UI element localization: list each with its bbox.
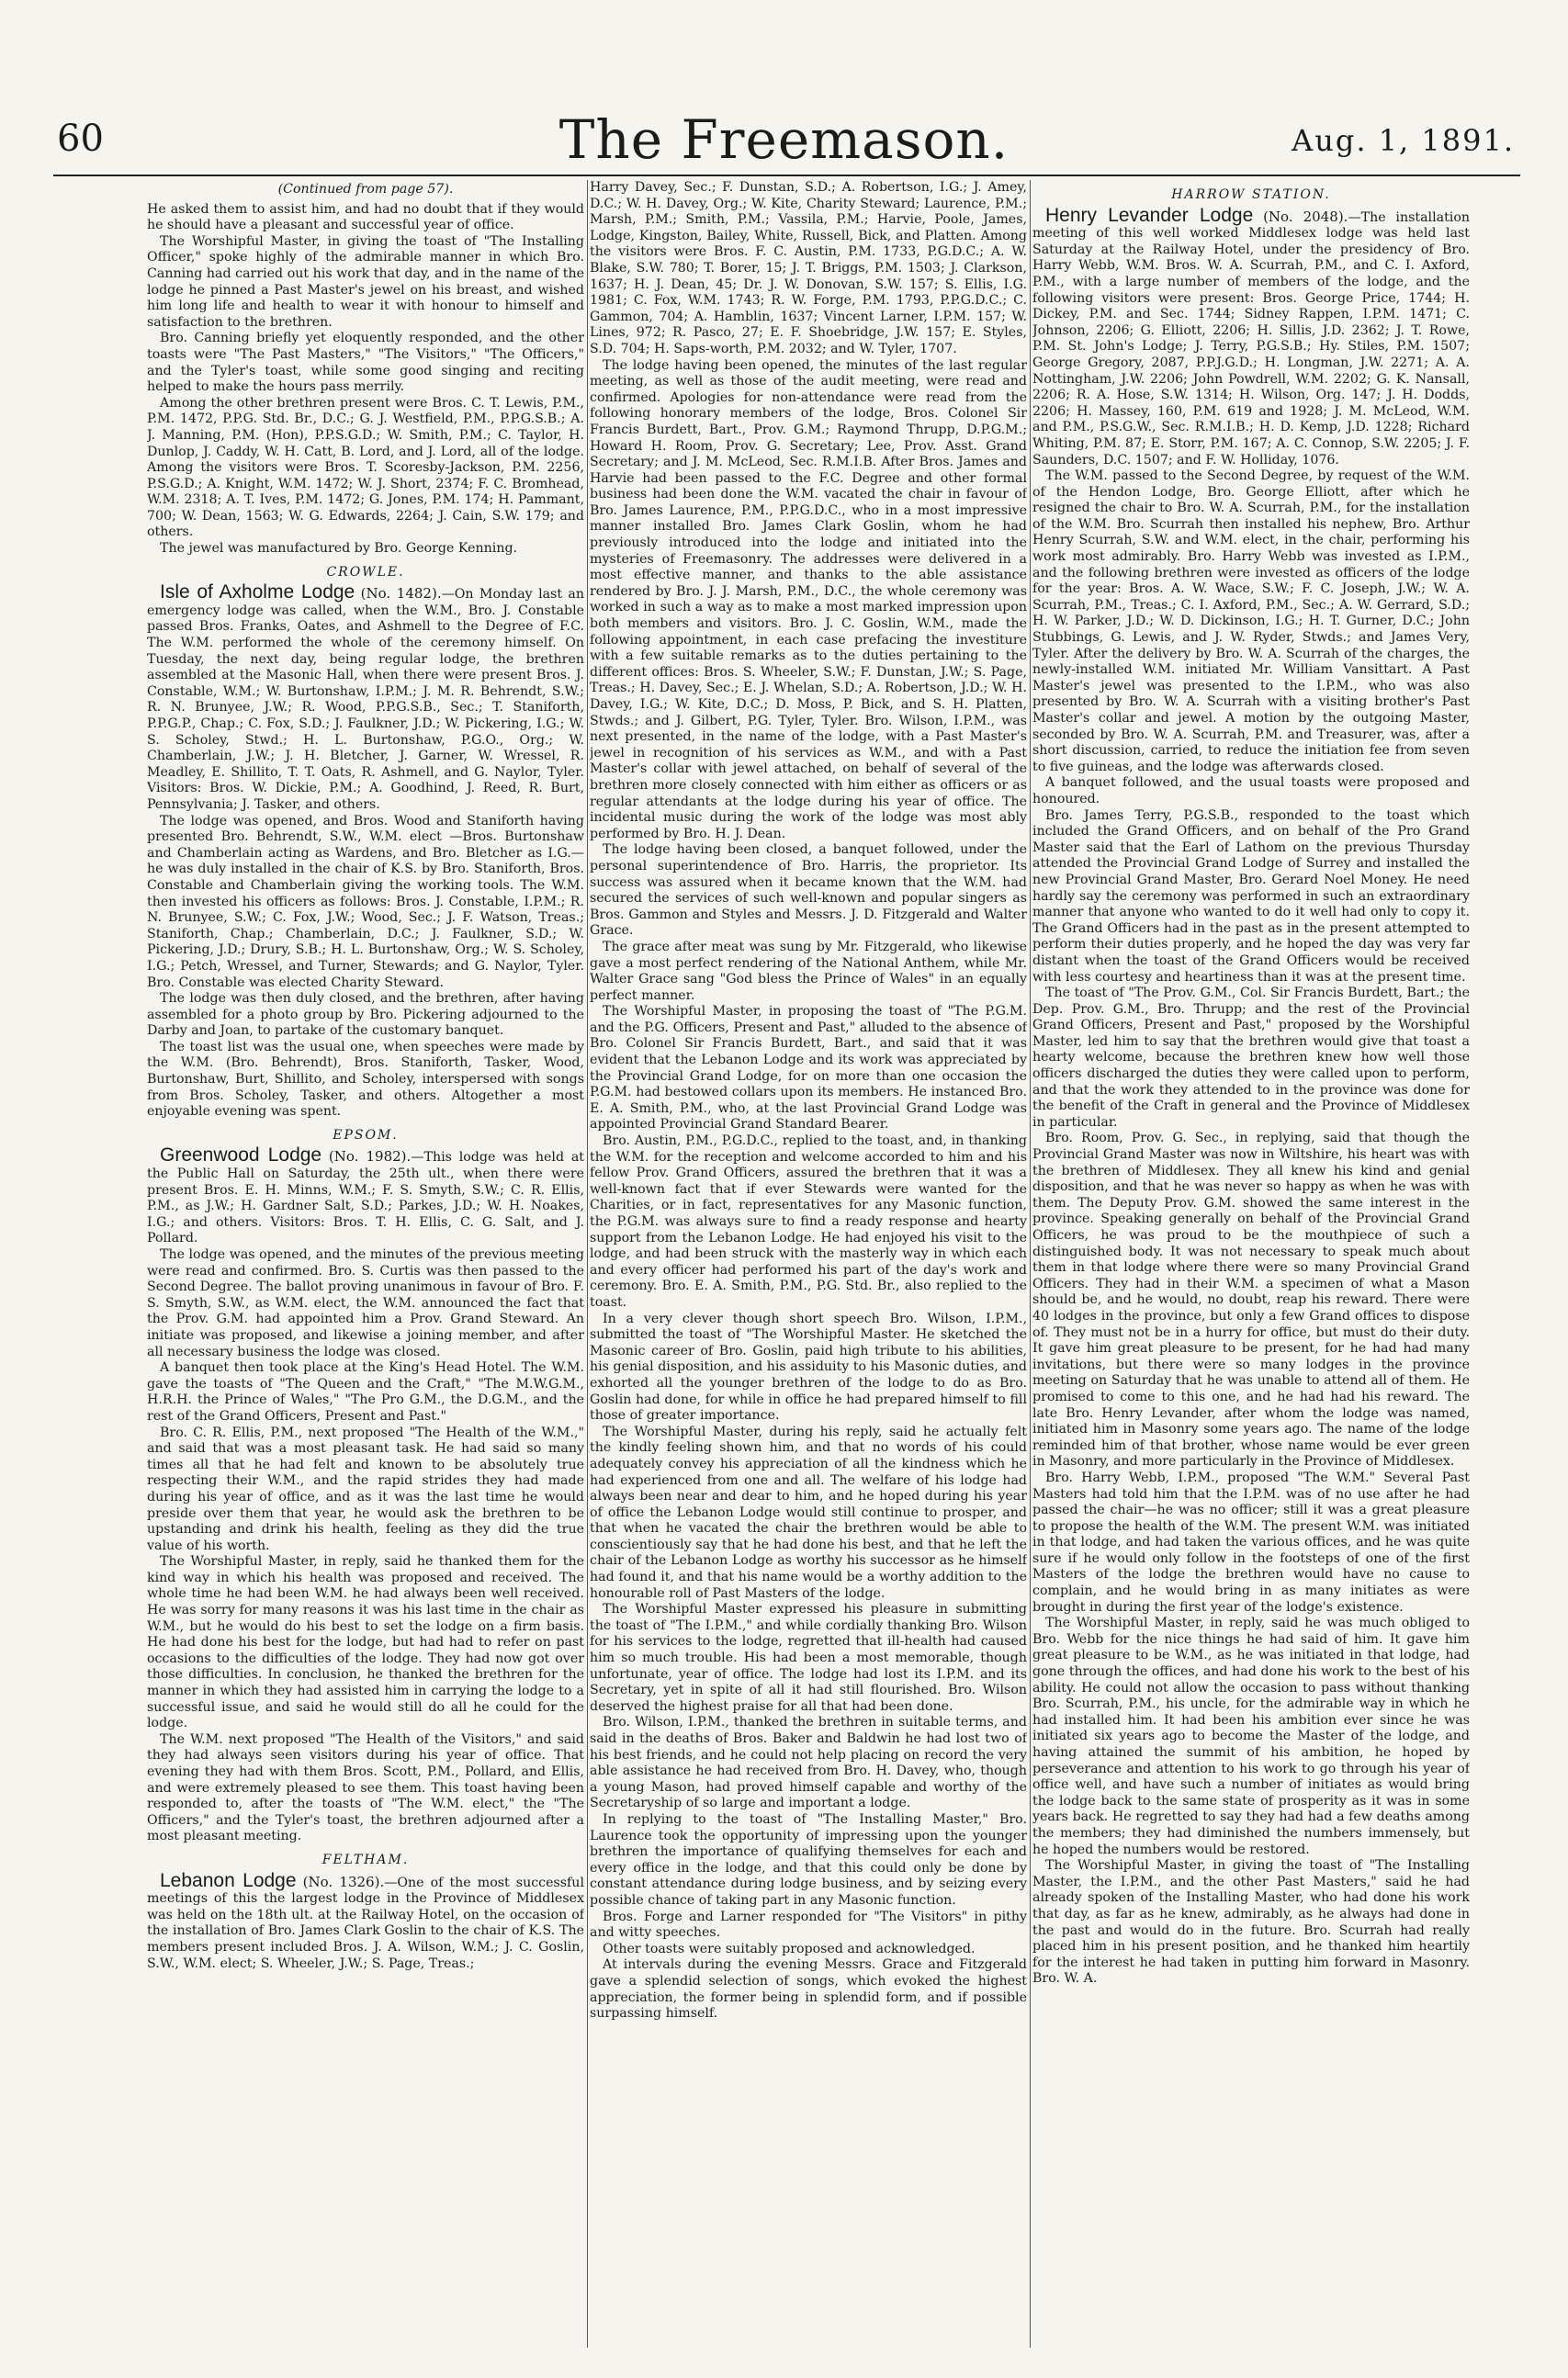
paragraph: Bro. Room, Prov. G. Sec., in replying, said that though the Provincial Grand Master was now in Wiltshire, his heart was with the brethren of Middlesex. They all knew his kind and genial disposition, and that he was never so happy as when he was with them. The Deputy Prov. G.M. showed the same interest in the province. Speaking generally on behalf of the Provincial Grand Officers, he was proud to be the mouthpiece of such a distinguished body. It was not necessary to speak much about them in that lodge where there were so many Provincial Grand Officers. They had in their W.M. a specimen of what a Mason should be, and he would, no doubt, reap his reward. There were 40 lodges in the province, but only a few Grand offices to dispose of. They must not be in a hurry for office, but must do their duty. It gave him great pleasure to be present, for he had had many invitations, but there were so many lodges in the province meeting on Saturday that he was unable to attend all of them. He promised to come to this one, and he had had his reward. The late Bro. Henry Levander, after whom the lodge was named, initiated him in Masonry some years ago. The name of the lodge reminded him of that brother, whose name would be ever green in Masonry, and more particularly in the Province of Middlesex. — [1032, 1131, 1470, 1470]
masthead-title: The Freemason. — [558, 108, 1010, 171]
paragraph: The Worshipful Master, in giving the toast of "The Installing Officer," spoke highly of the admirable manner in which Bro. Canning had carried out his work that day, and in the name of the lodge he pinned a Past Master's jewel on his breast, and wished him long life and health to wear it with honour to himself and satisfaction to the brethren. — [147, 233, 584, 330]
paragraph: The W.M. passed to the Second Degree, by request of the W.M. of the Hendon Lodge, Bro. George Elliott, after which he resigned the chair to Bro. W. A. Scurrah, P.M., for the installation of the W.M. Bro. Scurrah then installed his nephew, Bro. Arthur Henry Scurrah, S.W. and W.M. elect, in the chair, performing his work most admirably. Bro. Harry Webb was invested as I.P.M., and the following brethren were invested as officers of the lodge for the year: Bros. A. W. Wace, S.W.; F. C. Joseph, J.W.; W. A. Scurrah, P.M., Treas.; C. I. Axford, P.M., Sec.; A. W. Gerrard, S.D.; H. W. Parker, J.D.; W. D. Dickinson, I.G.; H. T. Gurner, D.C.; John Stubbings, G. Lewis, and J. W. Ryder, Stwds.; and James Very, Tyler. After the delivery by Bro. W. A. Scurrah of the charges, the newly-installed W.M. initiated Mr. William Vansittart. A Past Master's jewel was presented to the I.P.M., who was also presented by Bro. W. A. Scurrah with a visiting brother's Past Master's collar and jewel. A motion by the outgoing Master, seconded by Bro. W. A. Scurrah, P.M. and Treasurer, was, after a short discussion, carried, to reduce the initiation fee from seven to five guineas, and the lodge was afterwards closed. — [1032, 468, 1470, 774]
column-1 — [147, 180, 584, 2348]
lodge-name: Lebanon Lodge — [160, 1869, 297, 1891]
paragraph: The lodge having been closed, a banquet followed, under the personal superintendence of Bro. Harris, the proprietor. Its success was assured when it became known that the W.M. had secured the services of such well-known and popular singers as Bros. Gammon and Styles and Messrs. J. D. Fitzgerald and Walter Grace. — [590, 842, 1027, 939]
paragraph: Bro. James Terry, P.G.S.B., responded to the toast which included the Grand Officers, and on behalf of the Pro Grand Master said that the Earl of Lathom on the previous Thursday attended the Provincial Grand Lodge of Surrey and installed the new Provincial Grand Master, Bro. Gerard Noel Money. He need hardly say the ceremony was performed in such an extraordinary manner that anyone who wanted to do it well had only to copy it. The Grand Officers had in the past as in the present attempted to perform their duties properly, and he hoped the day was very far distant when the toast of the Grand Officers would be received with less courtesy and heartiness than it was at the present time. — [1032, 807, 1470, 985]
lodge-report — [147, 1144, 584, 1247]
paragraph: He asked them to assist him, and had no doubt that if they would he should have a pleasant and successful year of office. — [147, 201, 584, 233]
paragraph: The lodge was then duly closed, and the brethren, after having assembled for a photo group by Bro. Pickering adjourned to the Darby and Joan, to partake of the customary banquet. — [147, 991, 584, 1039]
place-heading: HARROW STATION. — [1171, 187, 1331, 202]
paragraph: Bro. Wilson, I.P.M., thanked the brethren in suitable terms, and said in the deaths of Bros. Baker and Baldwin he had lost two of his best friends, and he could not help placing on record the very able assistance he had received from Bro. H. Davey, who, though a young Mason, had proved himself capable and worthy of the Secretaryship of so large and important a lodge. — [590, 1715, 1027, 1811]
page-number: 60 — [57, 118, 104, 160]
issue-date: Aug. 1, 1891. — [1292, 123, 1515, 158]
lodge-report — [147, 1869, 584, 1973]
paragraph-text: —The installation meeting of this well worked Middlesex lodge was held last Saturday at the Railway Hotel, under the presidency of Bro. Harry Webb, W.M. Bros. W. A. Scurrah, P.M., and C. I. Axford, P.M., with a large number of members of the lodge, and the following visitors were present: Bros. George Price, 1744; H. Dickey, P.M. and Sec. 1744; Sidney Rappen, I.P.M. 1471; C. Johnson, 2206; G. Elliott, 2206; H. Sillis, J.D. 2362; J. T. Rowe, P.M. St. John's Lodge; J. Terry, P.G.S.B.; Hy. Stiles, P.M. 1507; George Gregory, 2087, P.P.J.G.D.; H. Longman, J.W. 2271; A. A. Nottingham, J.W. 2206; John Powdrell, W.M. 2202; G. K. Nansall, 2206; R. A. Hose, S.W. 1314; H. Wilson, Org. 147; J. H. Dodds, 2206; H. Massey, 160, P.M. 619 and 1928; J. M. McLeod, W.M. and P.M., P.S.G.W., Sec. R.M.I.B.; H. D. Kemp, J.D. 1228; Richard Whiting, P.M. 87; E. Storr, P.M. 167; A. C. Connop, S.W. 2205; J. F. Saunders, D.C. 1507; and F. W. Holliday, 1076. — [1032, 209, 1470, 468]
paragraph: The lodge having been opened, the minutes of the last regular meeting, as well as those of the audit meeting, were read and confirmed. Apologies for non-attendance were read from the following honorary members of the lodge, Bros. Colonel Sir Francis Burdett, Bart., Prov. G.M.; Raymond Thrupp, D.P.G.M.; Howard H. Room, Prov. G. Secretary; Lee, Prov. Asst. Grand Secretary; and J. M. McLeod, Sec. R.M.I.B. After Bros. James and Harvie had been passed to the F.C. Degree and other formal business had been done the W.M. vacated the chair in favour of Bro. James Laurence, P.M., P.P.G.D.C., who in a most impressive manner installed Bro. James Clark Goslin, whom he had previously introduced into the lodge and initiated into the mysteries of Freemasonry. The addresses were delivered in a most effective manner, and thanks to the able assistance rendered by Bro. J. J. Marsh, P.M., D.C., the whole ceremony was worked in such a way as to make a most marked impression upon both members and visitors. Bro. J. C. Goslin, W.M., made the following appointment, in each case prefacing the investiture with a few suitable remarks as to the duties pertaining to the different offices: Bros. S. Wheeler, S.W.; F. Dunstan, J.W.; S. Page, Treas.; H. Davey, Sec.; E. J. Whelan, S.D.; A. Robertson, J.D.; W. H. Davey, I.G.; W. Kite, D.C.; D. Moss, P. Bick, and S. H. Platten, Stwds.; and J. Gilbert, P.G. Tyler, Tyler. Bro. Wilson, I.P.M., was next presented, in the name of the lodge, with a Past Master's jewel in recognition of his services as W.M., and with a Past Master's collar with jewel attached, on behalf of several of the brethren more closely connected with him either as officers or as regular attendants at the lodge during his year of office. The incidental music during the work of the lodge was most ably performed by Bro. H. J. Dean. — [590, 357, 1027, 841]
paragraph: Other toasts were suitably proposed and acknowledged. — [603, 1941, 976, 1956]
paragraph: The Worshipful Master, in proposing the toast of "The P.G.M. and the P.G. Officers, Present and Past," alluded to the absence of Bro. Colonel Sir Francis Burdett, Bart., and said that it was evident that the Lebanon Lodge and its work was appreciated by the Provincial Grand Lodge, for on more than one occasion the P.G.M. had bestowed collars upon its members. He instanced Bro. E. A. Smith, P.M., who, at the last Provincial Grand Lodge was appointed Provincial Grand Standard Bearer. — [590, 1004, 1027, 1133]
paragraph: In replying to the toast of "The Installing Master," Bro. Laurence took the opportunity of impressing upon the younger brethren the importance of qualifying themselves for each and every office in the lodge, and that this could only be done by constant attendance during lodge business, and by seizing every possible chance of taking part in any Masonic function. — [590, 1811, 1027, 1908]
paragraph: The Worshipful Master, in reply, said he was much obliged to Bro. Webb for the nice things he had said of him. It gave him great pleasure to be W.M., as he was initiated in that lodge, had gone through the offices, and had done his work to the best of his ability. He could not allow the occasion to pass without thanking Bro. Scurrah, P.M., his uncle, for the admirable way in which he had installed him. It had been his ambition ever since he was initiated six years ago to become the Master of the lodge, and having attained the summit of his ambition, he hoped by perseverance and attention to his work to go through his year of office well, and have such a number of initiates as would bring the lodge back to the same state of prosperity as it was in some years back. He regretted to say they had had a few deaths among the members; they had diminished the numbers immensely, but he hoped the numbers would be restored. — [1032, 1616, 1470, 1857]
place-heading: CROWLE. — [326, 564, 405, 580]
column-3 — [1032, 180, 1470, 2348]
paragraph: A banquet followed, and the usual toasts were proposed and honoured. — [1032, 775, 1470, 806]
paragraph: The lodge was opened, and Bros. Wood and Staniforth having presented Bro. Behrendt, S.W., W.M. elect —Bros. Burtonshaw and Chamberlain acting as Wardens, and Bro. Bletcher as I.G.—he was duly installed in the chair of K.S. by Bro. Staniforth, Bros. Constable and Chamberlain giving the working tools. The W.M. then invested his officers as follows: Bros. J. Constable, I.P.M.; R. N. Brunyee, S.W.; C. Fox, J.W.; Wood, Sec.; J. F. Watson, Treas.; Staniforth, Chap.; Chamberlain, D.C.; J. Faulkner, S.D.; W. Pickering, J.D.; Drury, S.B.; H. L. Burtonshaw, Org.; W. S. Scholey, I.G.; Petch, Wressel, and Turner, Stewards; and G. Naylor, Tyler. Bro. Constable was elected Charity Steward. — [147, 813, 584, 990]
paragraph: The grace after meat was sung by Mr. Fitzgerald, who likewise gave a most perfect rendering of the National Anthem, while Mr. Walter Grace sang "God bless the Prince of Wales" in an equally perfect manner. — [590, 939, 1027, 1003]
lodge-report — [147, 581, 584, 813]
place-heading: FELTHAM. — [321, 1852, 410, 1867]
lodge-number: (No. 1482). — [360, 585, 442, 603]
paragraph: In a very clever though short speech Bro. Wilson, I.P.M., submitted the toast of "The Worshipful Master. He sketched the Masonic career of Bro. Goslin, paid high tribute to his abilities, his genial disposition, and his assiduity to his Masonic duties, and exhorted all the younger brethren of the lodge to do as Bro. Goslin had done, for while in office he had prepared himself to fill those of greater importance. — [590, 1311, 1027, 1424]
paragraph-text: —This lodge was held at the Public Hall on Saturday, the 25th ult., when there were present Bros. E. H. Minns, W.M.; F. S. Smyth, S.W.; C. R. Ellis, P.M., as J.W.; H. Gardner Salt, S.D.; Parkes, J.D.; W. H. Noakes, I.G.; and others. Visitors: Bros. T. H. Ellis, C. G. Salt, and J. Pollard. — [147, 1150, 584, 1246]
paragraph: At intervals during the evening Messrs. Grace and Fitzgerald gave a splendid selection of songs, which evoked the highest appreciation, the former being in splendid form, and if possible surpassing himself. — [590, 1957, 1027, 2022]
paragraph-text: —On Monday last an emergency lodge was called, when the W.M., Bro. J. Constable passed Bros. Franks, Oates, and Ashmell to the Degree of F.C. The W.M. performed the whole of the ceremony himself. On Tuesday, the next day, being regular lodge, the brethren assembled at the Masonic Hall, when there were present Bros. J. Constable, W.M.; W. Burtonshaw, I.P.M.; J. M. R. Behrendt, S.W.; R. N. Brunyee, J.W.; R. Wood, P.P.G.S.B., Sec.; T. Staniforth, P.P.G.P., Chap.; C. Fox, S.D.; J. Faulkner, J.D.; W. Pickering, I.G.; W. S. Scholey, Stwd.; H. L. Burtonshaw, P.G.O., Org.; W. Chamberlain, J.W.; J. H. Bletcher, J. Garner, W. Wressel, R. Meadley, E. Shillito, T. T. Oats, R. Ashmell, and G. Naylor, Tyler. Visitors: Bros. W. Dickie, P.M.; A. Goodhind, J. Reed, R. Burt, Pennsylvania; J. Tasker, and others. — [147, 587, 584, 812]
paragraph: The toast list was the usual one, when speeches were made by the W.M. (Bro. Behrendt), Bros. Staniforth, Tasker, Wood, Burtonshaw, Burt, Shillito, and Scholey, interspersed with songs from Bros. Scholey, Tasker, and others. Altogether a most enjoyable evening was spent. — [147, 1039, 584, 1120]
paragraph: The jewel was manufactured by Bro. George Kenning. — [160, 541, 518, 557]
lodge-report — [1032, 204, 1470, 469]
lodge-name: Henry Levander Lodge — [1045, 204, 1254, 226]
column-2 — [590, 180, 1027, 2348]
place-heading: EPSOM. — [333, 1127, 399, 1143]
lodge-number: (No. 1326). — [302, 1873, 385, 1890]
paragraph: Bros. Forge and Larner responded for "The Visitors" in pithy and witty speeches. — [590, 1909, 1027, 1941]
column-divider — [1030, 180, 1031, 2348]
paragraph: The Worshipful Master, during his reply, said he actually felt the kindly feeling shown him, and that no words of his could adequately convey his appreciation of all the kindness which he had experienced from one and all. The welfare of his lodge had always been near and dear to him, and he hoped during his year of office the Lebanon Lodge would still continue to prosper, and that when he vacated the chair the brethren would be able to conscientiously say that he had done his best, and that he left the chair of the Lebanon Lodge as worthy his successor as he himself had found it, and that his name would be a worthy addition to the honourable roll of Past Masters of the lodge. — [590, 1424, 1027, 1601]
paragraph-text: —One of the most successful meetings of this the largest lodge in the Province of Middlesex was held on the 18th ult. at the Railway Hotel, on the occasion of the installation of Bro. James Clark Goslin to the chair of K.S. The members present included Bros. J. A. Wilson, W.M.; J. C. Goslin, S.W., W.M. elect; S. Wheeler, J.W.; S. Page, Treas.; — [147, 1875, 584, 1971]
paragraph: The Worshipful Master expressed his pleasure in submitting the toast of "The I.P.M.," and while cordially thanking Bro. Wilson for his services to the lodge, regretted that ill-health had caused him so much trouble. His had been a most memorable, though unfortunate, year of office. The lodge had lost its I.P.M. and its Secretary, yet in spite of all it had still flourished. Bro. Wilson deserved the highest praise for all that had been done. — [590, 1602, 1027, 1714]
paragraph: Bro. Harry Webb, I.P.M., proposed "The W.M." Several Past Masters had told him that the I.P.M. was of no use after he had passed the chair—he was no officer; still it was a great pleasure to propose the health of the W.M. The present W.M. was initiated in that lodge, and had taken the various offices, and he was quite sure if he would only follow in the footsteps of one of the first Masters of the lodge the brethren would have no cause to complain, and he would bring in as many initiates as were brought in during the first year of the lodge's existence. — [1032, 1470, 1470, 1615]
paragraph: The toast of "The Prov. G.M., Col. Sir Francis Burdett, Bart.; the Dep. Prov. G.M., Bro. Thrupp; and the rest of the Provincial Grand Officers, Present and Past," proposed by the Worshipful Master, led him to say that the brethren would give that toast a hearty welcome, because the brethren knew how well those officers discharged the duties they were called upon to perform, and that the work they attended to in the province was done for the benefit of the Craft in general and the Province of Middlesex in particular. — [1032, 986, 1470, 1130]
paragraph: Bro. C. R. Ellis, P.M., next proposed "The Health of the W.M.," and said that was a most pleasant task. He had said so many times all that he had felt and known to be absolutely true respecting their W.M., and the rapid strides they had made during his year of office, and as it was the last time he would preside over them that year, he would ask the brethren to be upstanding and drink his health, feeling as they did the true value of his worth. — [147, 1425, 584, 1553]
paragraph: The lodge was opened, and the minutes of the previous meeting were read and confirmed. Bro. S. Curtis was then passed to the Second Degree. The ballot proving unanimous in favour of Bro. F. S. Smyth, S.W., as W.M. elect, the W.M. announced the fact that the Prov. G.M. had appointed him a Prov. Grand Steward. An initiate was proposed, and likewise a joining member, and after all necessary business the lodge was closed. — [147, 1247, 584, 1359]
lodge-number: (No. 1982). — [328, 1148, 412, 1166]
lodge-number: (No. 2048). — [1263, 208, 1348, 225]
column-divider — [587, 180, 588, 2348]
lodge-name: Isle of Axholme Lodge — [160, 581, 355, 603]
paragraph: Harry Davey, Sec.; F. Dunstan, S.D.; A. Robertson, I.G.; J. Amey, D.C.; W. H. Davey, Org.; W. Kite, Charity Steward; Laurence, P.M.; Marsh, P.M.; Smith, P.M.; Vassila, P.M.; Harvie, Poole, James, Lodge, Kingston, Bailey, White, Russell, Bick, and Platten. Among the visitors were Bros. F. C. Austin, P.M. 1733, P.G.D.C.; A. W. Blake, S.W. 780; T. Borer, 15; J. T. Briggs, P.M. 1503; J. Clarkson, 1637; H. J. Dean, 45; Dr. J. W. Donovan, S.W. 157; S. Ellis, I.G. 1981; C. Fox, W.M. 1743; R. W. Forge, P.M. 1793, P.P.G.D.C.; C. Gammon, 704; A. Hamblin, 1637; Vincent Larner, I.P.M. 157; W. Lines, 972; R. Pasco, 27; E. F. Shoebridge, J.W. 157; E. Styles, S.D. 704; H. Saps-worth, P.M. 2032; and W. Tyler, 1707. — [590, 180, 1027, 356]
paragraph: Among the other brethren present were Bros. C. T. Lewis, P.M., P.M. 1472, P.P.G. Std. Br., D.C.; G. J. Westfield, P.M., P.P.G.S.B.; A. J. Manning, P.M. (Hon), P.P.S.G.D.; W. Smith, P.M.; C. Taylor, H. Dunlop, J. Caddy, W. H. Catt, B. Lord, and J. Lord, all of the lodge. Among the visitors were Bros. T. Scoresby-Jackson, P.M. 2256, P.S.G.D.; A. Knight, W.M. 1472; W. J. Short, 2374; F. C. Bromhead, W.M. 2318; A. T. Ives, P.M. 1472; G. Jones, P.M. 174; H. Pammant, 700; W. Dean, 1563; W. G. Edwards, 2264; J. Cain, S.W. 179; and others. — [147, 395, 584, 540]
header-rule — [53, 175, 1520, 176]
paragraph: Bro. Canning briefly yet eloquently responded, and the other toasts were "The Past Masters," "The Visitors," "The Officers," and the Tyler's toast, while some good singing and reciting helped to make the hours pass merrily. — [147, 331, 584, 395]
paragraph: The W.M. next proposed "The Health of the Visitors," and said they had always seen visitors during his year of office. That evening they had with them Bros. Scott, P.M., Pollard, and Ellis, and were extremely pleased to see them. This toast having been responded to, after the toasts of "The W.M. elect," the "The Officers," and the Tyler's toast, the brethren adjourned after a most pleasant meeting. — [147, 1731, 584, 1844]
lodge-name: Greenwood Lodge — [160, 1144, 322, 1166]
paragraph: The Worshipful Master, in giving the toast of "The Installing Master, the I.P.M., and the other Past Masters," said he had already spoken of the Installing Master, who had done his work that day, as far as he knew, admirably, as he always had done in the past and would do in the future. Bro. Scurrah had really placed him in his present position, and he thanked him heartily for the interest he had taken in putting him forward in Masonry. Bro. W. A. — [1032, 1858, 1470, 1987]
paragraph: A banquet then took place at the King's Head Hotel. The W.M. gave the toasts of "The Queen and the Craft," "The M.W.G.M., H.R.H. the Prince of Wales," "The Pro G.M., the D.G.M., and the rest of the Grand Officers, Present and Past." — [147, 1360, 584, 1424]
paragraph: The Worshipful Master, in reply, said he thanked them for the kind way in which his health was proposed and received. The whole time he had been W.M. he had always been well received. He was sorry for many reasons it was his last time in the chair as W.M., but he would do his best to set the lodge on a firm basis. He had done his best for the lodge, but had had to refer on past occasions to the difficulties of the lodge. They had now got over those difficulties. In conclusion, he thanked the brethren for the manner in which they had assisted him in carrying the lodge to a successful issue, and said he would still do all he could for the lodge. — [147, 1554, 584, 1731]
continued-note: (Continued from page 57). — [277, 182, 454, 197]
paragraph: Bro. Austin, P.M., P.G.D.C., replied to the toast, and, in thanking the W.M. for the reception and welcome accorded to him and his fellow Prov. Grand Officers, assured the brethren that it was a well-known fact that if ever Stewards were wanted for the Charities, or in fact, representatives for any Masonic function, the P.G.M. was always sure to find a ready response and hearty support from the Lebanon Lodge. He had enjoyed his visit to the lodge, and had been struck with the masterly way in which each and every officer had performed his part of the day's work and ceremony. Bro. E. A. Smith, P.M., P.G. Std. Br., also replied to the toast. — [590, 1133, 1027, 1310]
